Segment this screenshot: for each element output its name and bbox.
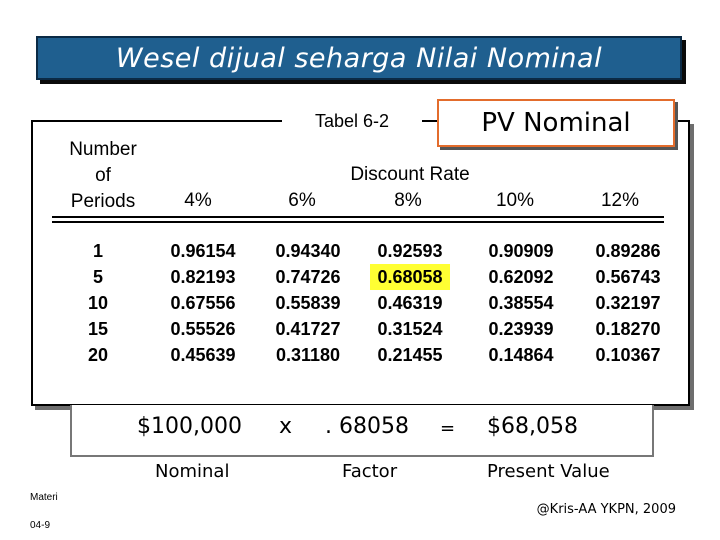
table-cell: 0.32197 — [595, 293, 661, 313]
table-cell: 0.55839 — [275, 293, 341, 313]
rate-header-12: 12% — [600, 190, 640, 211]
table-cell: 0.23939 — [488, 319, 554, 339]
table-cell: 0.38554 — [488, 293, 554, 313]
table-cell: 0.10367 — [595, 345, 661, 365]
table-cell: 0.45639 — [170, 345, 236, 365]
table-cell: 0.89286 — [595, 241, 661, 261]
footer-materi: Materi — [30, 492, 58, 503]
table-cell: 0.67556 — [170, 293, 236, 313]
period-cell: 10 — [87, 293, 109, 313]
rate-header-8: 8% — [394, 190, 422, 211]
table-cell: 0.18270 — [595, 319, 661, 339]
rate-header-10: 10% — [495, 190, 535, 211]
table-cell: 0.90909 — [488, 241, 554, 261]
present-value-label: Present Value — [487, 461, 610, 482]
nominal-value: $100,000 — [137, 414, 242, 439]
table-cell: 0.74726 — [275, 267, 341, 287]
table-cell: 0.21455 — [377, 345, 443, 365]
table-cell: 0.92593 — [377, 241, 443, 261]
table-cell: 0.14864 — [488, 345, 554, 365]
slide-title-banner — [36, 36, 682, 80]
nominal-label: Nominal — [155, 461, 230, 482]
rate-header-6: 6% — [288, 190, 316, 211]
footer-slide-number: 04-9 — [30, 520, 51, 531]
table-cell: 0.96154 — [170, 241, 236, 261]
table-cell: 0.82193 — [170, 267, 236, 287]
times-symbol: x — [279, 414, 293, 439]
factor-label: Factor — [342, 461, 398, 482]
table-cell: 0.62092 — [488, 267, 554, 287]
header-periods-line-2: of — [95, 165, 111, 186]
table-cell: 0.31524 — [377, 319, 443, 339]
period-cell: 5 — [92, 267, 103, 287]
table-cell: 0.55526 — [170, 319, 236, 339]
header-divider-top — [52, 216, 664, 218]
header-periods-line-3: Periods — [70, 191, 136, 212]
present-value: $68,058 — [487, 414, 578, 439]
table-cell: 0.41727 — [275, 319, 341, 339]
header-divider-bottom — [52, 221, 664, 223]
period-cell: 1 — [92, 241, 103, 261]
header-periods — [58, 137, 148, 215]
pv-nominal-callout: PV Nominal — [437, 99, 675, 147]
header-discount-rate: Discount Rate — [350, 164, 470, 185]
equals-symbol: = — [440, 418, 456, 439]
footer-credit: @Kris-AA YKPN, 2009 — [536, 502, 676, 517]
rate-header-4: 4% — [184, 190, 212, 211]
table-cell: 0.46319 — [377, 293, 443, 313]
header-periods-line-1: Number — [69, 139, 137, 160]
table-cell: 0.94340 — [275, 241, 341, 261]
period-cell: 15 — [87, 319, 109, 339]
factor-value: . 68058 — [325, 414, 409, 439]
slide-title: Wesel dijual seharga Nilai Nominal — [115, 42, 603, 74]
table-cell: 0.31180 — [275, 345, 341, 365]
period-cell: 20 — [87, 345, 109, 365]
table-cell: 0.56743 — [595, 267, 661, 287]
table-caption: Tabel 6-2 — [282, 109, 422, 133]
table-cell-highlighted: 0.68058 — [377, 267, 443, 287]
